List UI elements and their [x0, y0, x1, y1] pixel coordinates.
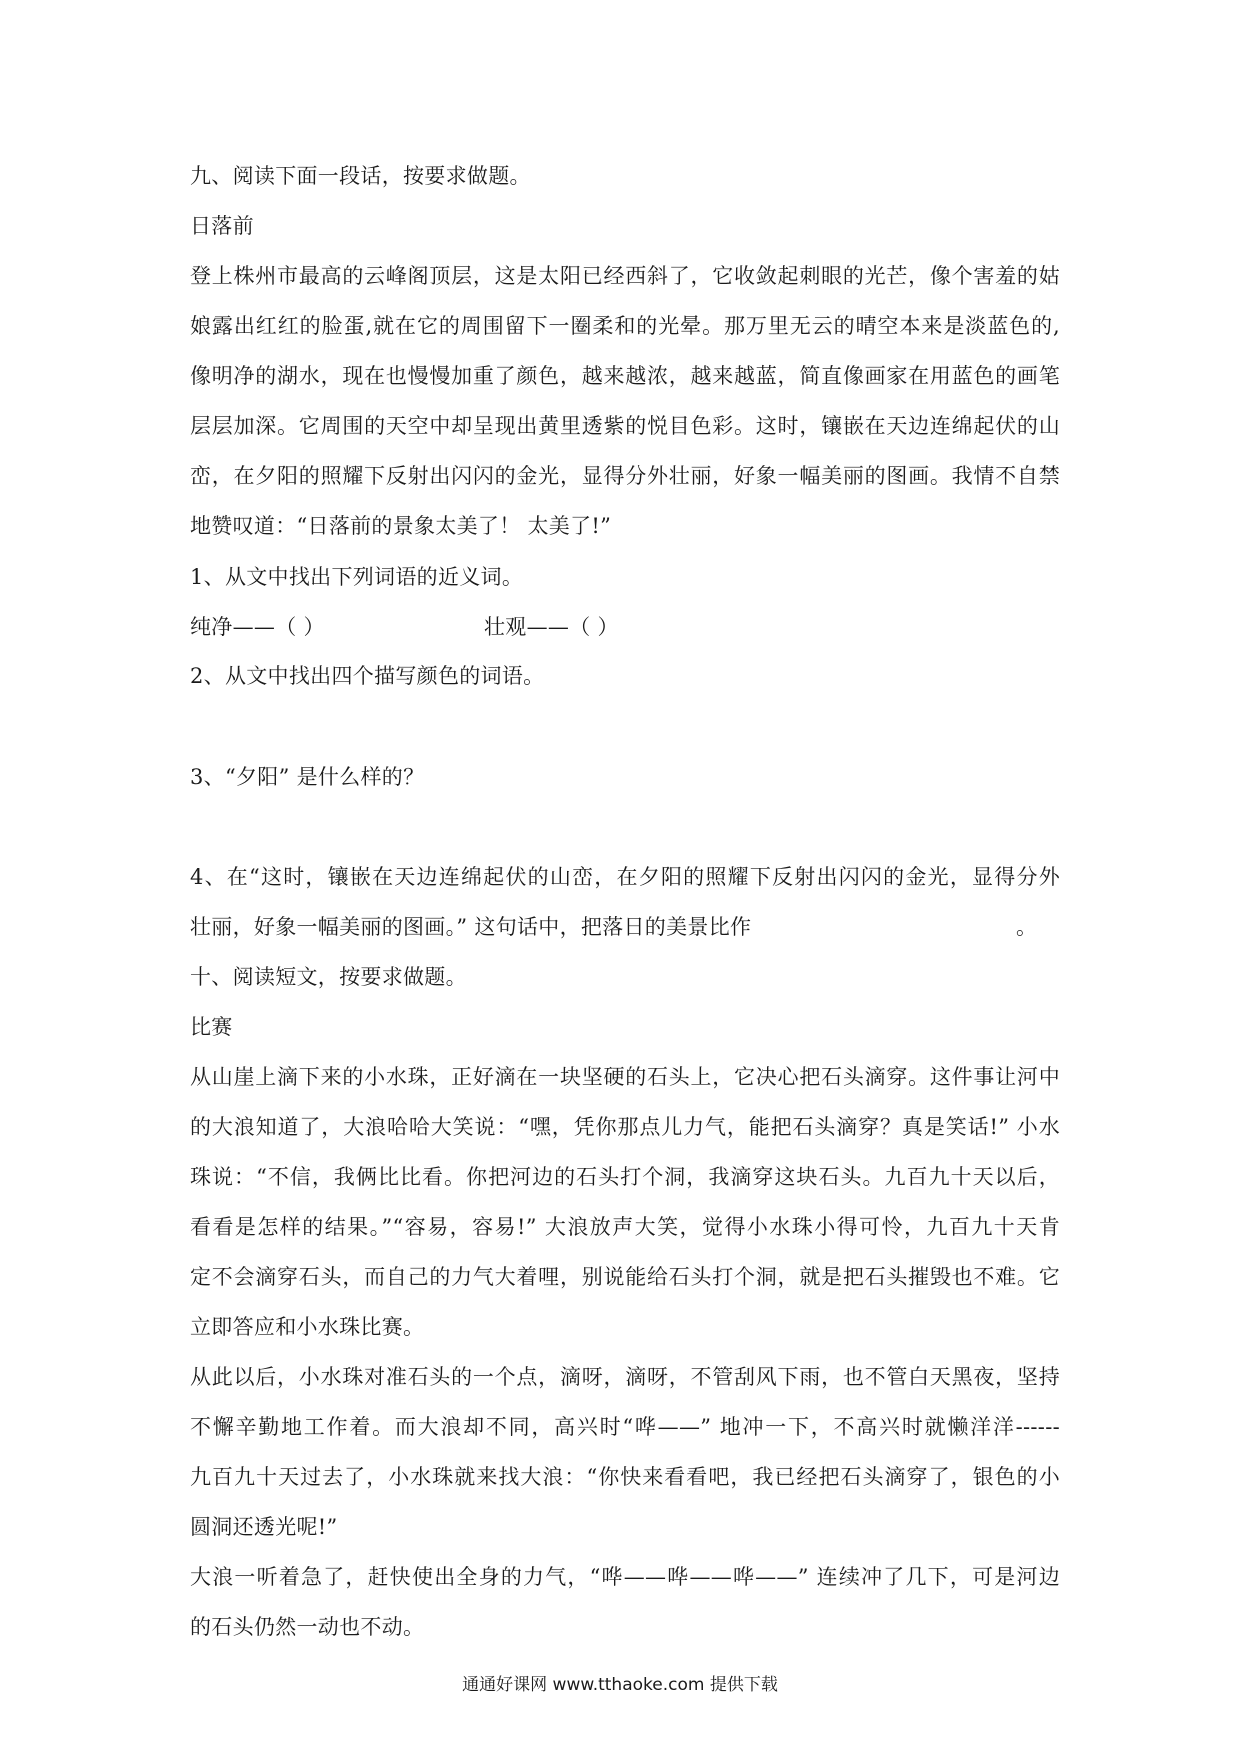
section10-para1-line: 定不会滴穿石头，而自己的力气大着哩，别说能给石头打个洞，就是把石头摧毁也不难。它 [190, 1265, 1060, 1289]
synonym-blank-a: 纯净——（ ） [190, 615, 325, 639]
section10-para1-line: 的大浪知道了，大浪哈哈大笑说：“嘿，凭你那点儿力气，能把石头滴穿？真是笑话!” 小水 [190, 1115, 1060, 1139]
question-4-text: 壮丽，好象一幅美丽的图画。” 这句话中，把落日的美景比作 [190, 915, 752, 939]
question-4-line [190, 912, 1060, 942]
footer-credit: 通通好课网 www.tthaoke.com 提供下载 [462, 1675, 778, 1695]
section9-passage-line: 登上株州市最高的云峰阁顶层，这是太阳已经西斜了，它收敛起刺眼的光芒，像个害羞的姑 [190, 264, 1060, 288]
section10-title: 比赛 [190, 1015, 233, 1039]
section9-title: 日落前 [190, 214, 254, 238]
section10-para1-line: 立即答应和小水珠比赛。 [190, 1315, 425, 1339]
section9-passage-line: 娘露出红红的脸蛋,就在它的周围留下一圈柔和的光晕。那万里无云的晴空本来是淡蓝色的, [190, 314, 1060, 338]
section9-passage-line: 像明净的湖水，现在也慢慢加重了颜色，越来越浓，越来越蓝，简直像画家在用蓝色的画笔 [190, 364, 1060, 388]
section9-heading: 九、阅读下面一段话，按要求做题。 [190, 164, 531, 188]
section9-passage-line: 峦，在夕阳的照耀下反射出闪闪的金光，显得分外壮丽，好象一幅美丽的图画。我情不自禁 [190, 464, 1060, 488]
section10-para2-line: 圆洞还透光呢!” [190, 1515, 338, 1539]
section10-para3-line: 的石头仍然一动也不动。 [190, 1615, 425, 1639]
question-3: 3、“夕阳” 是什么样的？ [190, 765, 425, 789]
section10-para2-line: 从此以后，小水珠对准石头的一个点，滴呀，滴呀，不管刮风下雨，也不管白天黑夜，坚持 [190, 1365, 1060, 1389]
section9-passage-line: 层层加深。它周围的天空中却呈现出黄里透紫的悦目色彩。这时，镶嵌在天边连绵起伏的山 [190, 414, 1060, 438]
section10-para2-line: 不懈辛勤地工作着。而大浪却不同，高兴时“哗——” 地冲一下，不高兴时就懒洋洋------ [190, 1415, 1060, 1439]
question-4-end: 。 [1016, 915, 1038, 939]
section10-para2-line: 九百九十天过去了，小水珠就来找大浪：“你快来看看吧，我已经把石头滴穿了，银色的小 [190, 1465, 1060, 1489]
synonym-blank-b: 壮观——（ ） [484, 615, 619, 639]
section10-para3-line: 大浪一听着急了，赶快使出全身的力气，“哗——哗——哗——” 连续冲了几下，可是河边 [190, 1565, 1060, 1589]
question-1: 1、从文中找出下列词语的近义词。 [190, 565, 524, 589]
question-4-line: 4、在“这时，镶嵌在天边连绵起伏的山峦，在夕阳的照耀下反射出闪闪的金光，显得分外 [190, 865, 1060, 889]
section10-para1-line: 珠说：“不信，我俩比比看。你把河边的石头打个洞，我滴穿这块石头。九百九十天以后， [190, 1165, 1060, 1189]
section10-para1-line: 看看是怎样的结果。”“容易，容易!” 大浪放声大笑，觉得小水珠小得可怜，九百九十天肯 [190, 1215, 1060, 1239]
section10-heading: 十、阅读短文，按要求做题。 [190, 965, 467, 989]
section10-para1-line: 从山崖上滴下来的小水珠，正好滴在一块坚硬的石头上，它决心把石头滴穿。这件事让河中 [190, 1065, 1060, 1089]
section9-passage-line: 地赞叹道：“日落前的景象太美了！ 太美了!” [190, 514, 612, 538]
question-2: 2、从文中找出四个描写颜色的词语。 [190, 664, 545, 688]
